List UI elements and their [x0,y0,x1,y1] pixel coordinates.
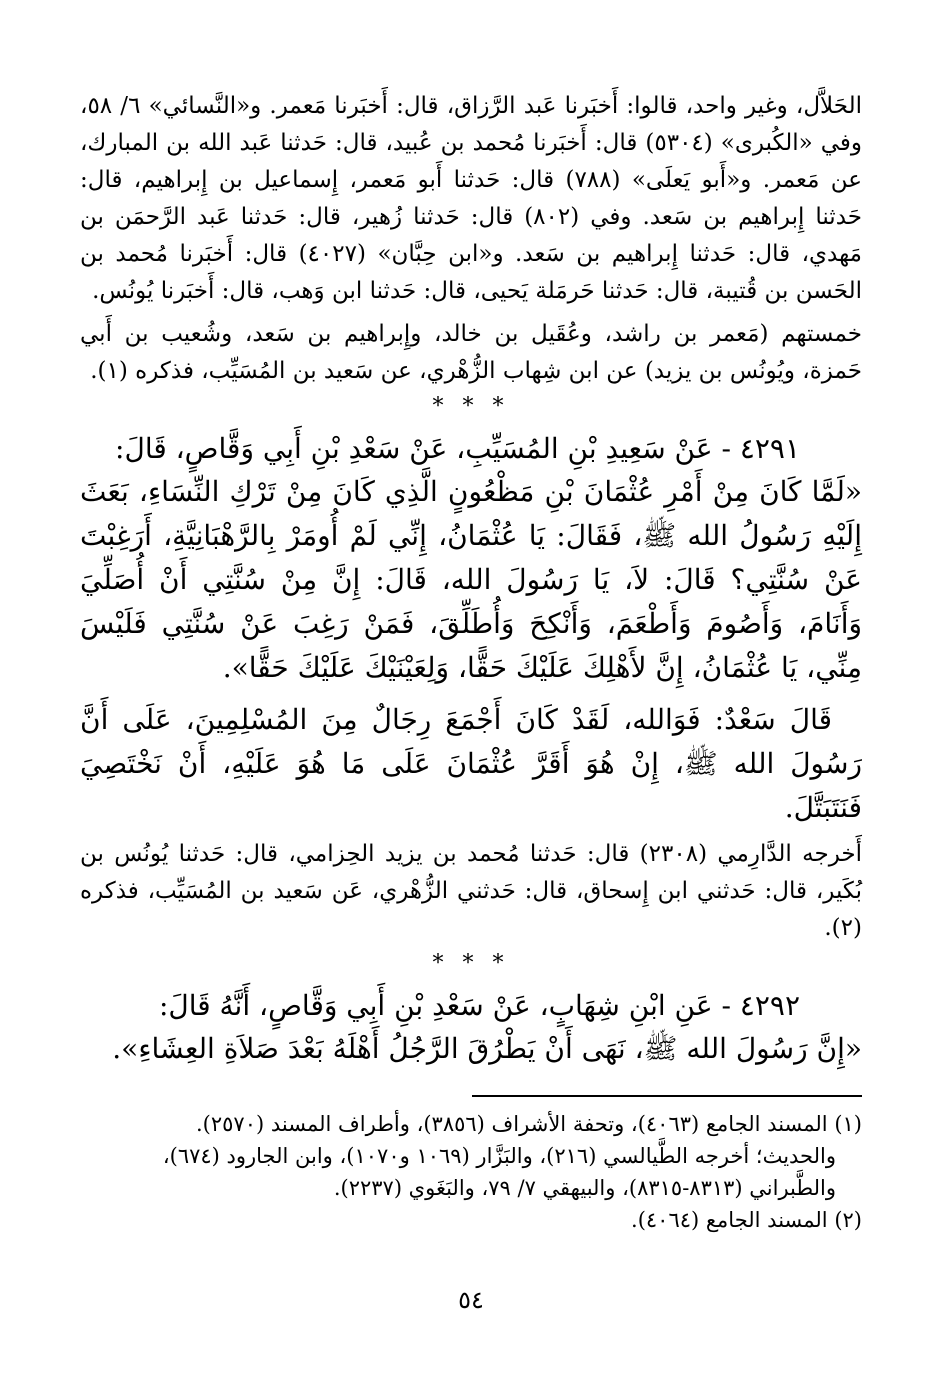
main-text [80,88,862,1071]
hadith-4291-heading: ٤٢٩١ - عَنْ سَعِيدِ بْنِ المُسَيِّبِ، عَنْ سَعْدِ بْنِ أَبِي وَقَّاصٍ، قَالَ: [115,432,800,465]
hadith-4292-heading: ٤٢٩٢ - عَنِ ابْنِ شِهَابٍ، عَنْ سَعْدِ بْنِ أَبِي وَقَّاصٍ، أَنَّهُ قَالَ: [158,989,800,1022]
footnotes [80,1108,862,1236]
footnote-2: (٢) المسند الجامع (٤٠٦٤). [631,1208,862,1232]
footnote-1: (١) المسند الجامع (٤٠٦٣)، وتحفة الأشراف (٣٨٥٦)، وأطراف المسند (٢٥٧٠). [196,1112,862,1136]
section-separator: * * * [432,394,510,419]
isnad-paragraph: الحَلاَّل، وغير واحد، قالوا: أَخبَرنا عَبد الرَّزاق، قال: أَخبَرنا مَعمر. و«النَّسائي» ٦/ ٥٨، وفي «الكُبرى» (٥٣٠٤) قال: أَخبَرنا مُحمد بن عُبيد، قال: حَدثنا عَبد الله بن المبارك، عن مَعمر. و«أَبو يَعلَى» (٧٨٨) قال: حَدثنا أَبو مَعمر، إِسماعيل بن إِبراهيم، قال: حَدثنا إِبراهيم بن سَعد. وفي (٨٠٢) قال: حَدثنا زُهير، قال: حَدثنا عَبد الرَّحمَن بن مَهدي، قال: حَدثنا إِبراهيم بن سَعد. و«ابن حِبَّان» (٤٠٢٧) قال: أَخبَرنا مُحمد بن الحَسن بن قُتيبة، قال: حَدثنا حَرمَلة يَحيى، قال: حَدثنا ابن وَهب، قال: أَخبَرنا يُونُس. [80,93,863,304]
hadith-4291-takhrij: أَخرجه الدَّارِمي (٢٣٠٨) قال: حَدثنا مُحمد بن يزيد الحِزامي، قال: حَدثنا يُونُس بن بُكَير، قال: حَدثني ابن إِسحاق، قال: حَدثني الزُّهْري، عَن سَعيد بن المُسَيِّب، فذكره (٢). [80,841,862,941]
footnote-divider [472,1095,862,1097]
footnote-1-continuation: والطَّبراني (٨٣١٣-٨٣١٥)، والبيهقي ٧/ ٧٩، والبَغَوي (٢٢٣٧). [333,1176,836,1200]
isnad-summary: خمستهم (مَعمر بن راشد، وعُقَيل بن خالد، وإِبراهيم بن سَعد، وشُعيب بن أَبي حَمزة، ويُونُس بن يزيد) عن ابن شِهاب الزُّهْري، عن سَعيد بن المُسَيِّب، فذكره (١). [80,321,862,384]
section-separator: * * * [432,951,510,976]
footnote-1-continuation: والحديث؛ أخرجه الطَّيالسي (٢١٦)، والبَزَّار (١٠٦٩ و١٠٧٠)، وابن الجارود (٦٧٤)، [162,1144,836,1168]
hadith-4291-saad-statement: قَالَ سَعْدٌ: فَوَالله، لَقَدْ كَانَ أَجْمَعَ رِجَالٌ مِنَ المُسْلِمِينَ، عَلَى أَنَّ رَسُولَ الله ﷺ، إِنْ هُوَ أَقَرَّ عُثْمَانَ عَلَى مَا هُوَ عَلَيْهِ، أَنْ نَخْتَصِيَ فَنَتَبَتَّلَ. [80,703,862,824]
hadith-4291-text: «لَمَّا كَانَ مِنْ أَمْرِ عُثْمَانَ بْنِ مَظْعُونٍ الَّذِي كَانَ مِنْ تَرْكِ النِّسَاءِ، بَعَثَ إِلَيْهِ رَسُولُ الله ﷺ، فَقَالَ: يَا عُثْمَانُ، إِنِّي لَمْ أُومَرْ بِالرَّهْبَانِيَّةِ، أَرَغِبْتَ عَنْ سُنَّتِي؟ قَالَ: لاَ، يَا رَسُولَ الله، قَالَ: إِنَّ مِنْ سُنَّتِي أَنْ أُصَلِّيَ وَأَنَامَ، وَأَصُومَ وَأَطْعَمَ، وَأَنْكِحَ وَأُطَلِّقَ، فَمَنْ رَغِبَ عَنْ سُنَّتِي فَلَيْسَ مِنِّي، يَا عُثْمَانُ، إِنَّ لأَهْلِكَ عَلَيْكَ حَقًّا، وَلِعَيْنَيْكَ عَلَيْكَ حَقًّا». [80,475,862,684]
hadith-4292-text: «إِنَّ رَسُولَ الله ﷺ، نَهَى أَنْ يَطْرُقَ الرَّجُلُ أَهْلَهُ بَعْدَ صَلاَةِ العِشَاءِ». [112,1032,862,1065]
page-number: ٥٤ [458,1286,484,1314]
